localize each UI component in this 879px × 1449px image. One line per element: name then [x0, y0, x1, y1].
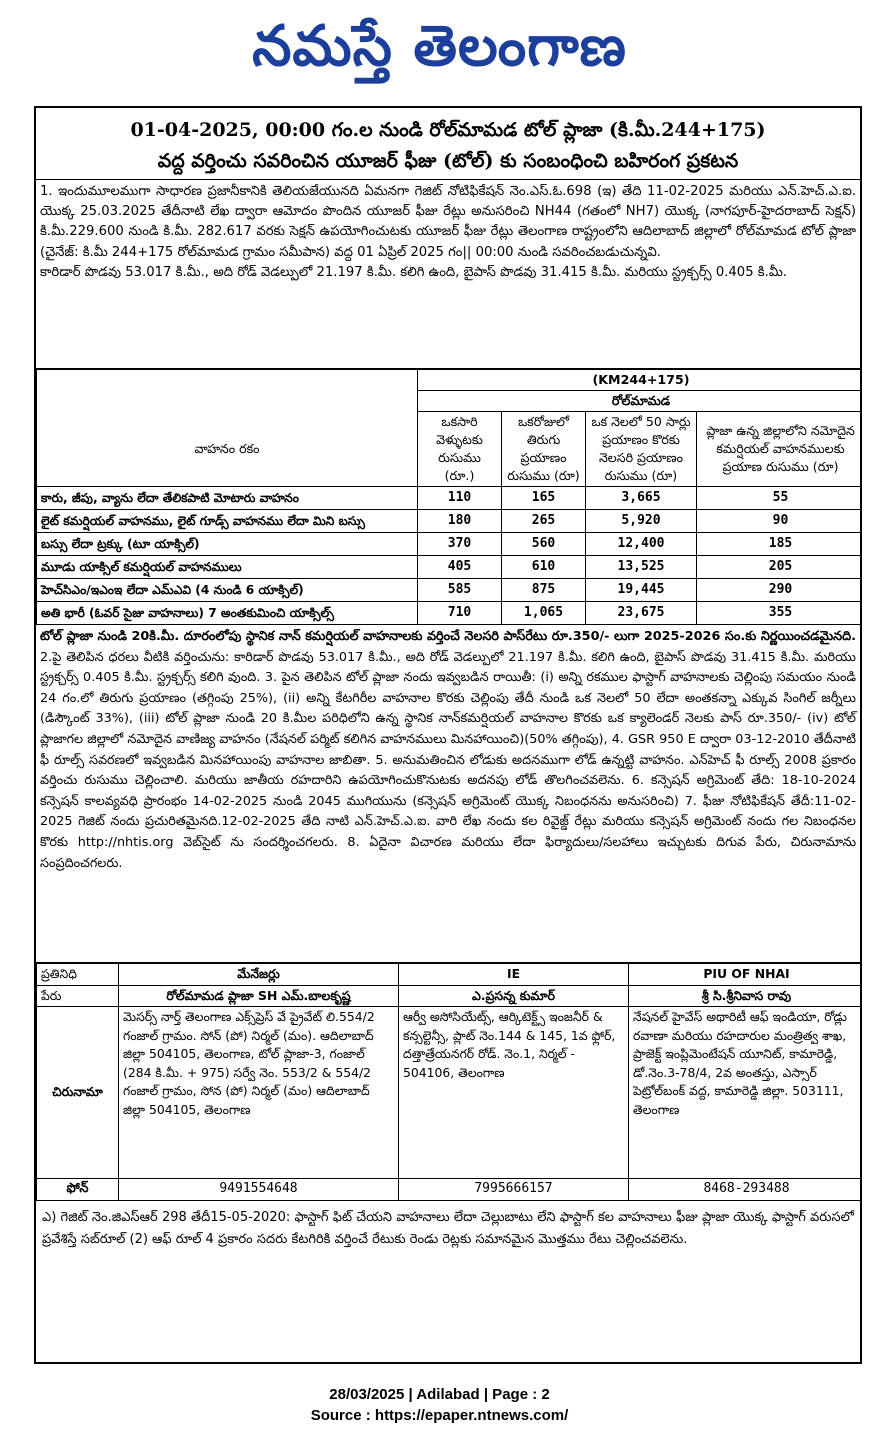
column-header-single: ఒకసారి వెళ్ళుటకు రుసుము (రూ.)	[418, 412, 502, 487]
contact-table	[36, 963, 862, 1201]
monthly-fee: 19,445	[586, 579, 697, 602]
return-fee: 875	[502, 579, 586, 602]
public-notice	[34, 106, 862, 1364]
local-fee: 205	[697, 556, 863, 579]
notice-title-line1: 01-04-2025, 00:00 గం.ల నుండి రోల్‌మామడ టోల్ ప్లాజా (కి.మీ.244+175)	[130, 119, 766, 141]
local-fee: 290	[697, 579, 863, 602]
column-header-return: ఒకరోజులో తిరుగు ప్రయాణం రుసుము (రూ)	[502, 412, 586, 487]
phone-label: ఫోన్	[37, 1179, 119, 1201]
table-row	[37, 579, 863, 602]
page-footer	[0, 1384, 879, 1426]
phone-ie: 7995666157	[399, 1179, 629, 1201]
address-piu: నేషనల్ హైవేస్ అథారిటీ ఆఫ్ ఇండియా, రోడ్లు రవాణా మరియు రహదారుల మంత్రిత్వ శాఖ, ప్రాజెక్ట్ ఇంప్లిమెంటేషన్ యూనిట్, కామారెడ్డి, డో.నెం.3-78/4, 2వ అంతస్తు, ఎస్సార్ పెట్రోల్‌బంక్ వద్ద, కామారెడ్డి జిల్లా. 503111, తెలంగాణ	[629, 1007, 863, 1179]
monthly-fee: 23,675	[586, 602, 697, 625]
name-ie: ఎ.ప్రసన్న కుమార్	[399, 985, 629, 1007]
role-ie: IE	[399, 964, 629, 986]
fastag-footnote: ఎ) గెజిట్ నెం.జిఎస్ఆర్ 298 తేదీ15-05-2020: ఫాస్టాగ్ ఫిట్ చేయని వాహనాలు లేదా చెల్లుబాటు లేని ఫాస్టాగ్ కల వాహనాలు ఫీజు ప్లాజా యొక్క ఫాస్టాగ్ వరుసలో ప్రవేశిస్తే సబ్‌రూల్ (2) ఆఫ్ రూల్ 4 ప్రకారం సదరు కేటగిరికి వర్తించే రేటుకు రెండు రెట్లకు సమానమైన మొత్తము రేటు చెల్లించవలెను.	[42, 1209, 854, 1247]
column-header-monthly: ఒక నెలలో 50 సార్లు ప్రయాణం కొరకు నెలసరి ప్రయాణం రుసుము (రూ)	[586, 412, 697, 487]
single-fee: 180	[418, 510, 502, 533]
table-row	[37, 510, 863, 533]
concessions-text: 2.పై తెలిపిన ధరలు వీటికి వర్తించును: కారిడార్ పొడవు 53.017 కి.మీ., అది రోడ్ వెడల్పులో 21.197 కి.మీ. కలిగి ఉంది, బైపాస్ పొడవు 31.415 కి.మీ. మరియు స్ట్రక్చర్స్ 0.405 కి.మీ. స్ట్రక్చర్స్ కలిగి వుంది. 3. పైన తెలిపిన టోల్ ప్లాజా నందు ఇవ్వబడిన రాయితీ: (i) అన్ని రకముల ఫాస్టాగ్ వాహనాలకు చెల్లింపు సమయం నుండి 24 గం.లో తిరుగు ప్రయాణం (తగ్గింపు 25%), (ii) అన్ని కేటగిరీల వాహనాల కొరకు చెల్లింపు తేదీ నుండి ఒక నెలలో 50 లేదా అంతకన్నా ఎక్కువ సింగిల్ జర్నీలు (డిస్కౌంట్ 33%), (iii) టోల్ ప్లాజా నుండి 20 కి.మీల పరిధిలోని ఉన్న స్థానిక నాన్‌కమర్షియల్ వాహనాల కొరకు ఒక క్యాలెండర్ నెలకు పాస్ రూ.350/- (iv) టోల్ ప్లాజాగల జిల్లాలో నమోదైన వాణిజ్య వాహనం (నేషనల్ పర్మిట్ కలిగిన వాహనములు మినహాయించి)(50% తగ్గింపు), 4. GSR 950 E ద్వారా 03-12-2010 తేదీనాటి ఫీ రూల్స్ సవరణలో ఇవ్వబడిన మినహాయింపు వాహనాల జాబితా. 5. అనుమతించిన లోడుకు అదనముగా లోడ్ ఉన్నట్టి వాహనం. ఎన్‌హెచ్ ఫీ రూల్స్ 2008 ప్రకారం వర్తించు రుసుము చెల్లించాలి. మరియు జాతీయ రహదారిని ఉపయోగించుకొనుటకు అదనపు లోడ్ తొలగించవలెను. 6. కన్సెషన్ అగ్రిమెంట్ తేది: 18-10-2024 కన్సెషన్ కాలవ్యవధి ప్రారంభం 14-02-2025 నుండి 2045 ముగియును (కన్సెషన్ అగ్రిమెంట్ యొక్క నిబంధనను అనుసరించి) 7. ఫీజు నోటిఫికేషన్ తేదీ:11-02-2025 గెజిట్ నందు ప్రచురితమైనది.12-02-2025 తేది నాటి ఎన్.హెచ్.ఎ.ఐ. వారి లేఖ నందు కల రివైజ్డ్ రేట్లు మరియు కన్సెషన్ అగ్రిమెంట్ నందు గల నిబంధనల కొరకు http://nhtis.org వెబ్‌సైట్ ను సందర్శించగలరు. 8. ఏదైనా విచారణ మరియు లేదా ఫిర్యాదులు/సలహాలు ఇచ్చుటకు దిగువ పేరు, చిరునామాను సంప్రదించగలరు.	[40, 649, 856, 871]
vehicle-type-header: వాహనం రకం	[37, 412, 418, 487]
local-fee: 90	[697, 510, 863, 533]
role-piu: PIU OF NHAI	[629, 964, 863, 986]
notice-title	[36, 108, 860, 180]
vehicle-type: కారు, జీపు, వ్యాను లేదా తేలికపాటి మోటారు వాహనం	[37, 487, 418, 510]
local-fee: 355	[697, 602, 863, 625]
address-ie: ఆర్వీ అసోసియేట్స్, ఆర్కిటెక్ట్స్ ఇంజనీర్ & కన్సల్టెన్సీ, ప్లాట్ నెం.144 & 145, 1వ ఫ్లోర్, దత్తాత్రేయనగర్ రోడ్. నెం.1, నిర్మల్ - 504106, తెలంగాణ	[399, 1007, 629, 1179]
return-fee: 265	[502, 510, 586, 533]
table-row	[37, 602, 863, 625]
table-row	[37, 533, 863, 556]
local-fee: 55	[697, 487, 863, 510]
phone-manager: 9491554648	[119, 1179, 399, 1201]
table-row	[37, 487, 863, 510]
phone-piu: 8468-293488	[629, 1179, 863, 1201]
notice-paragraph-1-text: 1. ఇందుమూలముగా సాధారణ ప్రజానీకానికి తెలియజేయునది ఏమనగా గెజిట్ నోటిఫికేషన్ నెం.ఎస్.ఓ.698 (ఇ) తేది 11-02-2025 మరియు ఎన్.హెచ్.ఎ.ఐ. యొక్క 25.03.2025 తేదీనాటి లేఖ ద్వారా ఆమోదం పొందిన యూజర్ ఫీజు రేట్లు అనుసరించి NH44 (గతంలో NH7) యొక్క (నాగపూర్-హైదరాబాద్ సెక్షన్) కి.మీ.229.600 నుండి కి.మీ. 282.617 వరకు సెక్షన్ ఉపయోగించుటకు యూజర్ ఫీజు రేట్లు తెలంగాణ రాష్ట్రంలోని ఆదిలాబాద్ జిల్లాలో రోల్‌మామడ టోల్ ప్లాజా (చైనేజ్: కి.మీ 244+175 రోల్‌మామడ గ్రామం సమీపాన) వద్ద 01 ఏప్రిల్ 2025 గం|| 00:00 నుండి సవరించబడుచున్నవి.	[40, 184, 856, 260]
vehicle-type: హెచ్‌సిఎం/ఇఎంఇ లేదా ఎమ్ఎవి (4 నుండి 6 యాక్సిల్)	[37, 579, 418, 602]
corridor-length-text: కారిడార్ పొడవు 53.017 కి.మీ., అది రోడ్ వెడల్పులో 21.197 కి.మీ. కలిగి ఉంది, బైపాస్ పొడవు 31.415 కి.మీ. మరియు స్ట్రక్చర్స్ 0.405 కి.మీ.	[40, 264, 787, 280]
return-fee: 1,065	[502, 602, 586, 625]
name-piu: శ్రీ సి.శ్రీనివాస రావు	[629, 985, 863, 1007]
plaza-code: (KM244+175)	[418, 370, 863, 391]
vehicle-type: లైట్ కమర్షియల్ వాహనము, లైట్ గూడ్స్ వాహనము లేదా మిని బస్సు	[37, 510, 418, 533]
source-link[interactable]: Source : https://epaper.ntnews.com/	[310, 1407, 569, 1424]
plaza-name: రోల్‌మామడ	[418, 391, 863, 412]
vehicle-type: అతి భారీ (ఓవర్ సైజు వాహనాలు) 7 అంతకుమించి యాక్సిల్స్	[37, 602, 418, 625]
single-fee: 370	[418, 533, 502, 556]
vehicle-type: బస్సు లేదా ట్రక్కు (టూ యాక్సిల్)	[37, 533, 418, 556]
address-label: చిరునామా	[37, 1007, 119, 1179]
monthly-pass-text: టోల్ ప్లాజా నుండి 20కి.మీ. దూరంలోపు స్థానిక నాన్ కమర్షియల్ వాహనాలకు వర్తించే నెలసరి పాస్‌రేటు రూ.350/- లుగా 2025-2026 సం.కు నిర్ణయించడమైనది.	[40, 629, 856, 644]
notice-paragraph-2	[36, 625, 860, 963]
monthly-fee: 3,665	[586, 487, 697, 510]
vehicle-type: మూడు యాక్సిల్ కమర్షియల్ వాహనములు	[37, 556, 418, 579]
return-fee: 560	[502, 533, 586, 556]
single-fee: 585	[418, 579, 502, 602]
column-header-local: ప్లాజా ఉన్న జిల్లాలోని నమోదైన కమర్షియల్ వాహనములకు ప్రయాణ రుసుము (రూ)	[697, 412, 863, 487]
return-fee: 165	[502, 487, 586, 510]
toll-fee-table	[36, 369, 862, 625]
single-fee: 710	[418, 602, 502, 625]
masthead	[0, 0, 879, 96]
role-manager: మేనేజర్లు	[119, 964, 399, 986]
monthly-fee: 12,400	[586, 533, 697, 556]
monthly-fee: 13,525	[586, 556, 697, 579]
newspaper-logo: నమస్తే తెలంగాణ	[252, 13, 627, 79]
notice-title-line2: వద్ద వర్తించు సవరించిన యూజర్ ఫీజు (టోల్) కు సంబంధించి బహిరంగ ప్రకటన	[157, 150, 739, 172]
address-manager: మెసర్స్ నార్త్ తెలంగాణ ఎక్స్‌ప్రెస్ వే ప్రైవేట్ లి.554/2 గంజాల్ గ్రామం. సోన్ (పో) నిర్మల్ (మం). ఆదిలాబాద్ జిల్లా 504105, తెలంగాణ, టోల్ ప్లాజా-3, గంజాల్ (284 కి.మీ. + 975) సర్వే నెం. 553/2 & 554/2 గంజాల్ గ్రామం, సోన (పో) నిర్మల్ (మం) ఆదిలాబాద్ జిల్లా 504105, తెలంగాణ	[119, 1007, 399, 1179]
name-label: పేరు	[37, 985, 119, 1007]
name-manager: రోల్‌మామడ ప్లాజా SH ఎమ్.బాలకృష్ణ	[119, 985, 399, 1007]
table-row	[37, 556, 863, 579]
single-fee: 405	[418, 556, 502, 579]
single-fee: 110	[418, 487, 502, 510]
edition-info: 28/03/2025 | Adilabad | Page : 2	[329, 1386, 550, 1403]
notice-paragraph-1	[36, 180, 860, 369]
monthly-fee: 5,920	[586, 510, 697, 533]
local-fee: 185	[697, 533, 863, 556]
representative-label: ప్రతినిధి	[37, 964, 119, 986]
return-fee: 610	[502, 556, 586, 579]
